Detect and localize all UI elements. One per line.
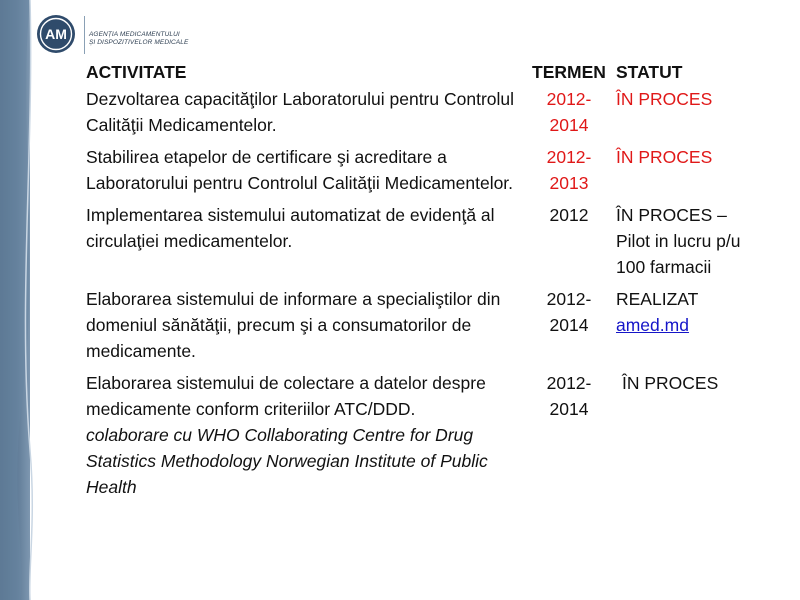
activity-cell: Implementarea sistemului automatizat de evidenţă al circulaţiei medicamentelor.	[86, 205, 495, 251]
status-cell: ÎN PROCES – Pilot in lucru p/u 100 farmacii	[616, 205, 741, 277]
amed-link[interactable]: amed.md	[616, 315, 689, 335]
activity-cell: Dezvoltarea capacităţilor Laboratorului pentru Controlul Calităţii Medicamentelor.	[86, 89, 515, 135]
activity-cell	[82, 370, 526, 506]
term-year: 2012	[549, 205, 589, 225]
table-header-row	[82, 56, 762, 86]
table-row	[82, 202, 762, 286]
agency-name-line2: ȘI DISPOZITIVELOR MEDICALE	[89, 39, 189, 46]
term-cell	[526, 370, 612, 506]
table-row	[82, 144, 762, 202]
side-decoration-curve	[0, 0, 60, 600]
activity-cell: Stabilirea etapelor de certificare şi acreditare a Laboratorului pentru Controlul Calităţii Medicamentelor.	[86, 147, 514, 193]
activity-text: Elaborarea sistemului de colectare a datelor despre medicamente conform criteriilor ATC/DDD.	[86, 373, 486, 419]
term-cell	[526, 144, 612, 202]
agency-name-line1: AGENȚIA MEDICAMENTULUI	[89, 31, 180, 38]
term-cell	[526, 286, 612, 370]
header-activity: ACTIVITATE	[86, 62, 187, 82]
term-end: 2013	[549, 173, 589, 193]
header-term: TERMEN	[532, 62, 606, 82]
term-end: 2014	[549, 115, 589, 135]
term-start: 2012-	[546, 147, 592, 167]
activities-table	[82, 56, 762, 506]
header-status: STATUT	[616, 62, 683, 82]
table-row	[82, 370, 762, 506]
agency-logo	[36, 14, 76, 54]
logo-text: AM	[45, 26, 67, 42]
status-cell	[612, 286, 762, 370]
term-cell	[526, 86, 612, 144]
term-end: 2014	[549, 315, 589, 335]
term-start: 2012-	[546, 373, 592, 393]
table-row	[82, 286, 762, 370]
status-text: REALIZAT	[616, 289, 699, 309]
term-cell	[526, 202, 612, 286]
term-end: 2014	[549, 399, 589, 419]
status-cell: ÎN PROCES	[616, 89, 713, 109]
status-cell: ÎN PROCES	[616, 147, 713, 167]
activity-note: colaborare cu WHO Collaborating Centre for Drug Statistics Methodology Norwegian Institute of Public Health	[86, 425, 488, 497]
term-start: 2012-	[546, 89, 592, 109]
header-divider	[84, 16, 85, 54]
activity-cell: Elaborarea sistemului de informare a specialiştilor din domeniul sănătăţii, precum şi a consumatorilor de medicamente.	[86, 289, 501, 361]
status-cell: ÎN PROCES	[622, 373, 719, 393]
agency-name	[89, 31, 188, 47]
table-row	[82, 86, 762, 144]
header	[36, 14, 286, 58]
term-start: 2012-	[546, 289, 592, 309]
